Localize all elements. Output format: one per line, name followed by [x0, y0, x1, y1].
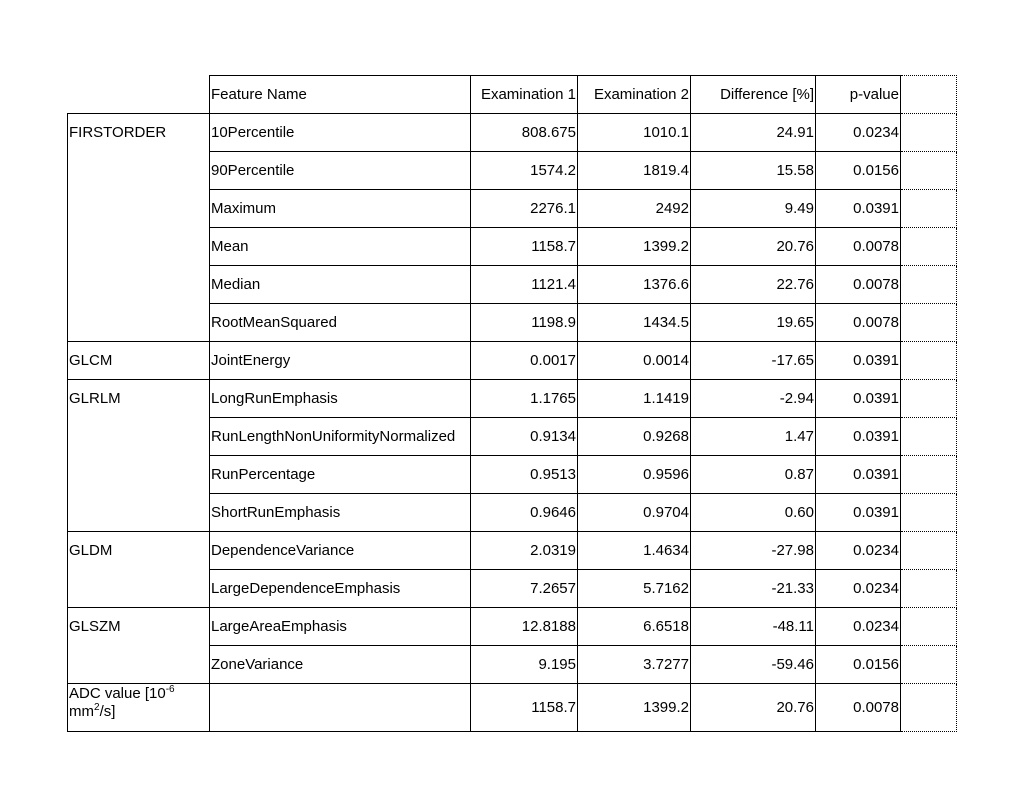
exam2-value: 1.1419: [578, 380, 691, 418]
exam2-value: 1.4634: [578, 532, 691, 570]
p-value: 0.0078: [816, 266, 901, 304]
difference-value: -27.98: [691, 532, 816, 570]
difference-value: -17.65: [691, 342, 816, 380]
difference-value: -21.33: [691, 570, 816, 608]
p-value: 0.0234: [816, 114, 901, 152]
feature-name: 10Percentile: [210, 114, 471, 152]
p-value: 0.0156: [816, 152, 901, 190]
adc-exam1-value: 1158.7: [471, 684, 578, 732]
difference-value: 20.76: [691, 228, 816, 266]
empty-cell: [901, 114, 957, 152]
header-exam2: Examination 2: [578, 76, 691, 114]
difference-value: 15.58: [691, 152, 816, 190]
exam1-value: 2.0319: [471, 532, 578, 570]
difference-value: -48.11: [691, 608, 816, 646]
header-row: [68, 76, 957, 114]
feature-name: JointEnergy: [210, 342, 471, 380]
exam2-value: 6.6518: [578, 608, 691, 646]
exam1-value: 1.1765: [471, 380, 578, 418]
difference-value: 22.76: [691, 266, 816, 304]
exam1-value: 1158.7: [471, 228, 578, 266]
feature-name: RootMeanSquared: [210, 304, 471, 342]
adc-label: [68, 684, 210, 732]
empty-cell: [901, 570, 957, 608]
difference-value: 1.47: [691, 418, 816, 456]
difference-value: -2.94: [691, 380, 816, 418]
empty-cell: [901, 456, 957, 494]
empty-cell: [901, 608, 957, 646]
group-label: FIRSTORDER: [68, 114, 210, 342]
empty-cell: [901, 418, 957, 456]
exam1-value: 7.2657: [471, 570, 578, 608]
table-row: [68, 114, 957, 152]
p-value: 0.0391: [816, 456, 901, 494]
p-value: 0.0391: [816, 380, 901, 418]
header-exam1: Examination 1: [471, 76, 578, 114]
exam1-value: 0.9134: [471, 418, 578, 456]
group-label: GLRLM: [68, 380, 210, 532]
difference-value: -59.46: [691, 646, 816, 684]
exam2-value: 1010.1: [578, 114, 691, 152]
feature-name: ShortRunEmphasis: [210, 494, 471, 532]
exam1-value: 1198.9: [471, 304, 578, 342]
adc-feature-name: [210, 684, 471, 732]
p-value: 0.0391: [816, 494, 901, 532]
p-value: 0.0234: [816, 532, 901, 570]
header-p-value: p-value: [816, 76, 901, 114]
feature-name: Mean: [210, 228, 471, 266]
adc-label-text: ADC value [10: [69, 685, 166, 702]
p-value: 0.0391: [816, 342, 901, 380]
exam1-value: 12.8188: [471, 608, 578, 646]
empty-cell: [901, 266, 957, 304]
p-value: 0.0234: [816, 608, 901, 646]
exam2-value: 0.9704: [578, 494, 691, 532]
radiomics-table: [67, 75, 957, 732]
group-label: GLCM: [68, 342, 210, 380]
empty-cell: [901, 532, 957, 570]
adc-exam2-value: 1399.2: [578, 684, 691, 732]
exam2-value: 0.9596: [578, 456, 691, 494]
adc-unit-suffix: /s]: [99, 703, 116, 720]
exam1-value: 0.0017: [471, 342, 578, 380]
exam1-value: 808.675: [471, 114, 578, 152]
exam1-value: 2276.1: [471, 190, 578, 228]
exam2-value: 1376.6: [578, 266, 691, 304]
adc-p-value: 0.0078: [816, 684, 901, 732]
table-row: [68, 608, 957, 646]
table-row: [68, 380, 957, 418]
exam1-value: 0.9513: [471, 456, 578, 494]
feature-name: LargeDependenceEmphasis: [210, 570, 471, 608]
exam2-value: 3.7277: [578, 646, 691, 684]
table-row: [68, 532, 957, 570]
empty-cell: [901, 228, 957, 266]
empty-cell: [901, 152, 957, 190]
empty-cell: [901, 684, 957, 732]
exam2-value: 1819.4: [578, 152, 691, 190]
feature-name: Median: [210, 266, 471, 304]
exam2-value: 0.0014: [578, 342, 691, 380]
exam1-value: 1121.4: [471, 266, 578, 304]
difference-value: 9.49: [691, 190, 816, 228]
exam2-value: 5.7162: [578, 570, 691, 608]
feature-name: Maximum: [210, 190, 471, 228]
blank-corner: [68, 76, 210, 114]
p-value: 0.0078: [816, 228, 901, 266]
difference-value: 0.87: [691, 456, 816, 494]
feature-name: RunLengthNonUniformityNormalized: [210, 418, 471, 456]
exam2-value: 2492: [578, 190, 691, 228]
difference-value: 19.65: [691, 304, 816, 342]
empty-cell: [901, 646, 957, 684]
exam2-value: 1434.5: [578, 304, 691, 342]
p-value: 0.0234: [816, 570, 901, 608]
adc-row: [68, 684, 957, 732]
header-difference: Difference [%]: [691, 76, 816, 114]
group-label: GLSZM: [68, 608, 210, 684]
feature-name: 90Percentile: [210, 152, 471, 190]
feature-name: RunPercentage: [210, 456, 471, 494]
empty-cell: [901, 494, 957, 532]
exam1-value: 9.195: [471, 646, 578, 684]
adc-difference-value: 20.76: [691, 684, 816, 732]
empty-cell: [901, 304, 957, 342]
difference-value: 0.60: [691, 494, 816, 532]
empty-cell: [901, 380, 957, 418]
difference-value: 24.91: [691, 114, 816, 152]
adc-unit-exponent: 2: [94, 702, 100, 713]
feature-name: ZoneVariance: [210, 646, 471, 684]
adc-unit: mm: [69, 703, 94, 720]
feature-name: LargeAreaEmphasis: [210, 608, 471, 646]
p-value: 0.0391: [816, 418, 901, 456]
header-feature-name: Feature Name: [210, 76, 471, 114]
empty-cell: [901, 190, 957, 228]
table-row: [68, 342, 957, 380]
feature-name: DependenceVariance: [210, 532, 471, 570]
exam1-value: 0.9646: [471, 494, 578, 532]
exam2-value: 0.9268: [578, 418, 691, 456]
p-value: 0.0156: [816, 646, 901, 684]
group-label: GLDM: [68, 532, 210, 608]
exam1-value: 1574.2: [471, 152, 578, 190]
exam2-value: 1399.2: [578, 228, 691, 266]
feature-name: LongRunEmphasis: [210, 380, 471, 418]
empty-cell: [901, 342, 957, 380]
p-value: 0.0078: [816, 304, 901, 342]
empty-cell: [901, 76, 957, 114]
p-value: 0.0391: [816, 190, 901, 228]
adc-exponent: -6: [165, 684, 175, 695]
